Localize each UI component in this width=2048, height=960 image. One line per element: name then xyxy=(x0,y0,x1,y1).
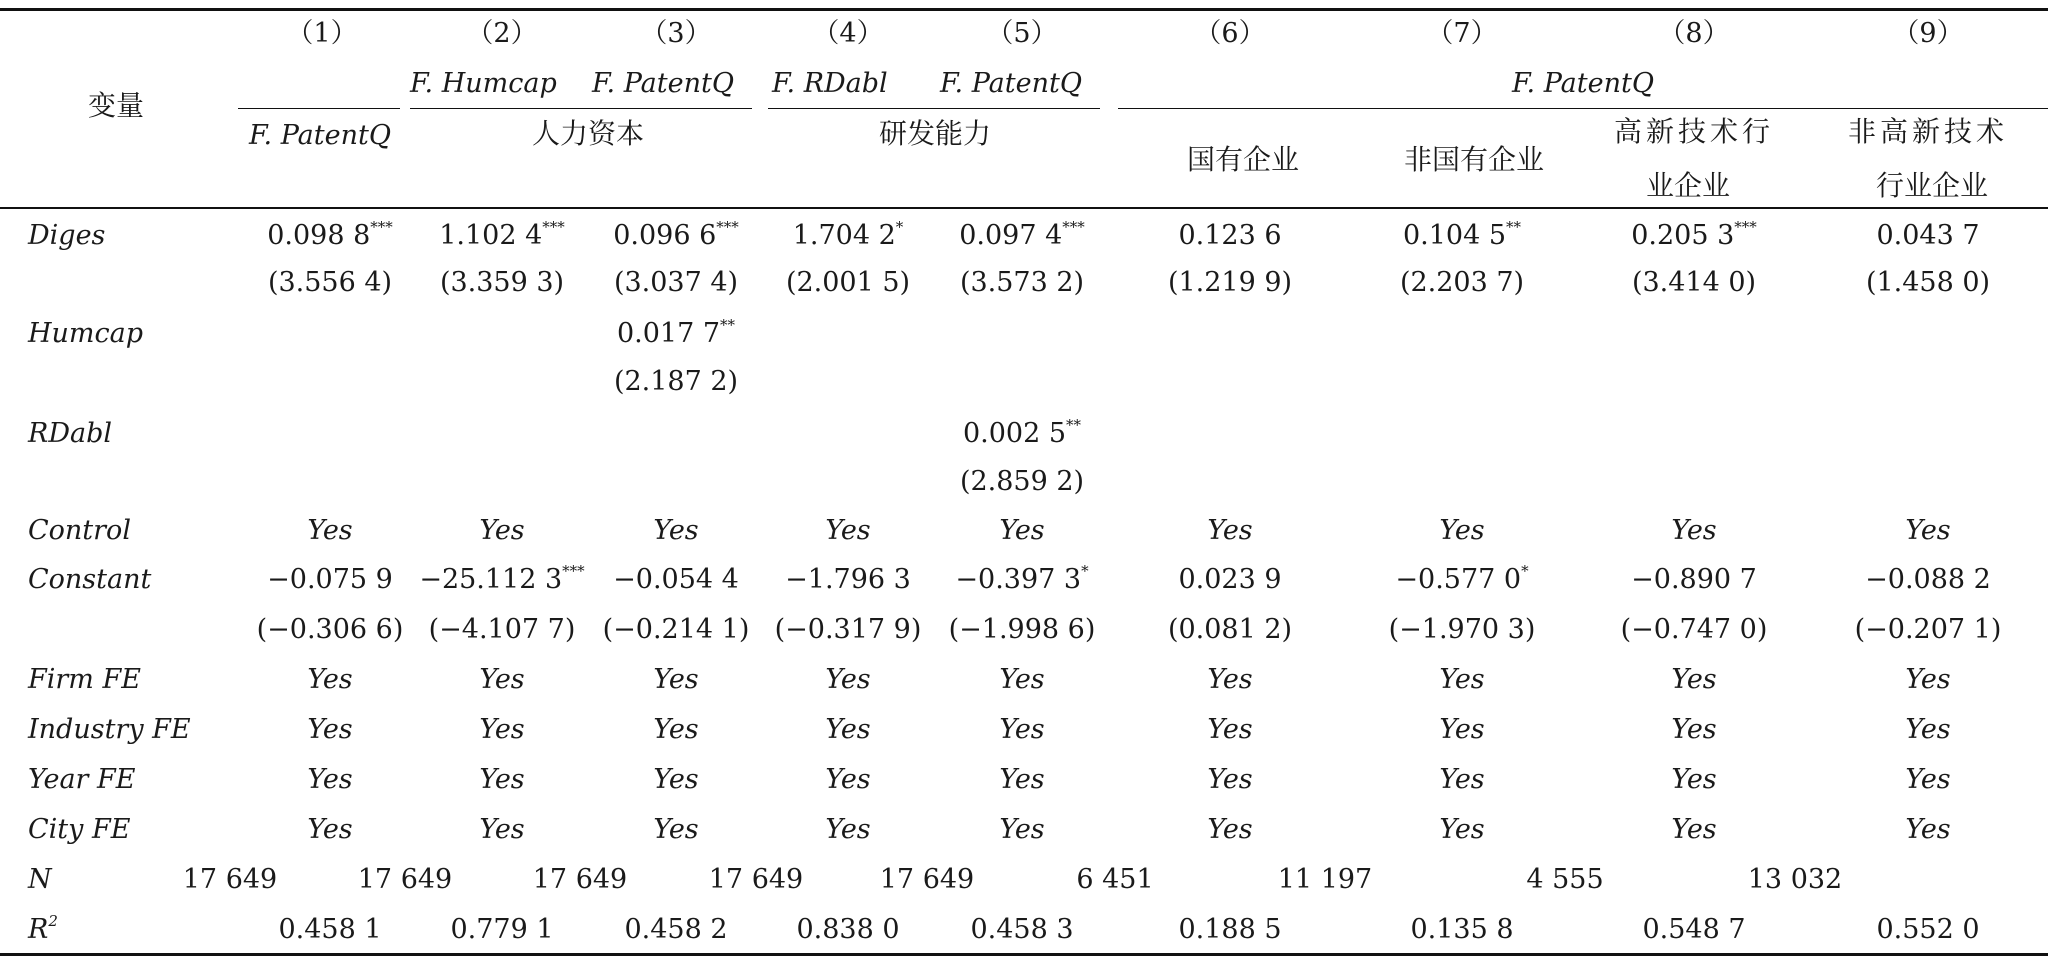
firm-fe-cell-4: Yes xyxy=(825,664,871,695)
diges-tstat-5: (3.573 2) xyxy=(959,267,1085,298)
header-bottom-rule xyxy=(0,207,2048,209)
constant-tstat-6: (0.081 2) xyxy=(1167,614,1293,645)
city-fe-cell-3: Yes xyxy=(653,814,699,845)
row-label-diges: Diges xyxy=(28,220,106,251)
top-rule xyxy=(0,8,2048,11)
column-number-8: （8） xyxy=(1658,18,1730,49)
column-number-9: （9） xyxy=(1892,18,1964,49)
control-cell-2: Yes xyxy=(479,515,525,546)
n-cell-4: 17 649 xyxy=(708,864,804,895)
control-cell-3: Yes xyxy=(653,515,699,546)
dv-underline-1 xyxy=(238,108,400,109)
column-number-1: （1） xyxy=(286,18,358,49)
row-label-industry-fe: Industry FE xyxy=(28,714,191,745)
firm-fe-cell-5: Yes xyxy=(999,664,1045,695)
humcap-coef-3: 0.017 7** xyxy=(616,316,736,349)
diges-coef-3: 0.096 6*** xyxy=(613,218,739,251)
dv-label-6-9: F. PatentQ xyxy=(1512,68,1654,99)
humcap-tstat-3: (2.187 2) xyxy=(613,366,739,397)
year-fe-cell-9: Yes xyxy=(1905,764,1951,795)
diges-tstat-4: (2.001 5) xyxy=(785,267,911,298)
constant-coef-4: −1.796 3 xyxy=(785,564,911,595)
control-cell-6: Yes xyxy=(1207,515,1253,546)
diges-coef-5: 0.097 4*** xyxy=(959,218,1085,251)
diges-coef-2: 1.102 4*** xyxy=(439,218,565,251)
n-cell-2: 17 649 xyxy=(357,864,453,895)
column-number-4: （4） xyxy=(812,18,884,49)
industry-fe-cell-7: Yes xyxy=(1439,714,1485,745)
r2-cell-7: 0.135 8 xyxy=(1410,914,1514,945)
industry-fe-cell-2: Yes xyxy=(479,714,525,745)
industry-fe-cell-1: Yes xyxy=(307,714,353,745)
group-label-soe: 国有企业 xyxy=(1186,143,1300,176)
constant-tstat-7: (−1.970 3) xyxy=(1388,614,1536,645)
column-number-7: （7） xyxy=(1426,18,1498,49)
year-fe-cell-8: Yes xyxy=(1671,764,1717,795)
diges-tstat-2: (3.359 3) xyxy=(439,267,565,298)
city-fe-cell-2: Yes xyxy=(479,814,525,845)
n-cell-9: 13 032 xyxy=(1747,864,1843,895)
dv-label-2: F. Humcap xyxy=(410,68,557,99)
firm-fe-cell-7: Yes xyxy=(1439,664,1485,695)
row-label-rdabl: RDabl xyxy=(28,418,112,449)
r2-cell-1: 0.458 1 xyxy=(278,914,382,945)
constant-coef-3: −0.054 4 xyxy=(613,564,739,595)
constant-tstat-2: (−4.107 7) xyxy=(428,614,576,645)
constant-coef-5: −0.397 3* xyxy=(955,562,1089,595)
n-cell-6: 6 451 xyxy=(1076,864,1154,895)
dv-label-4: F. RDabl xyxy=(772,68,888,99)
column-number-5: （5） xyxy=(986,18,1058,49)
r2-cell-5: 0.458 3 xyxy=(970,914,1074,945)
year-fe-cell-6: Yes xyxy=(1207,764,1253,795)
n-cell-5: 17 649 xyxy=(879,864,975,895)
year-fe-cell-5: Yes xyxy=(999,764,1045,795)
dv-label-1: F. PatentQ xyxy=(249,120,391,151)
rdabl-tstat-5: (2.859 2) xyxy=(959,466,1085,497)
constant-coef-6: 0.023 9 xyxy=(1178,564,1282,595)
constant-tstat-5: (−1.998 6) xyxy=(948,614,1096,645)
city-fe-cell-6: Yes xyxy=(1207,814,1253,845)
row-label-humcap: Humcap xyxy=(28,318,144,349)
diges-coef-4: 1.704 2* xyxy=(792,218,904,251)
firm-fe-cell-2: Yes xyxy=(479,664,525,695)
bottom-rule xyxy=(0,953,2048,956)
city-fe-cell-5: Yes xyxy=(999,814,1045,845)
group-label-human-capital: 人力资本 xyxy=(531,117,645,150)
r2-cell-8: 0.548 7 xyxy=(1642,914,1746,945)
year-fe-cell-1: Yes xyxy=(307,764,353,795)
column-number-6: （6） xyxy=(1194,18,1266,49)
industry-fe-cell-3: Yes xyxy=(653,714,699,745)
row-label-r2: $R^2$ xyxy=(28,912,58,945)
control-cell-9: Yes xyxy=(1905,515,1951,546)
diges-tstat-3: (3.037 4) xyxy=(613,267,739,298)
control-cell-8: Yes xyxy=(1671,515,1717,546)
firm-fe-cell-3: Yes xyxy=(653,664,699,695)
group-label-hightech-line2: 业企业 xyxy=(1646,169,1731,202)
column-number-2: （2） xyxy=(466,18,538,49)
r2-cell-4: 0.838 0 xyxy=(796,914,900,945)
diges-coef-9: 0.043 7 xyxy=(1876,220,1980,251)
dv-label-3: F. PatentQ xyxy=(592,68,734,99)
dv-underline-2-3 xyxy=(410,108,752,109)
city-fe-cell-8: Yes xyxy=(1671,814,1717,845)
firm-fe-cell-6: Yes xyxy=(1207,664,1253,695)
industry-fe-cell-5: Yes xyxy=(999,714,1045,745)
year-fe-cell-7: Yes xyxy=(1439,764,1485,795)
row-label-city-fe: City FE xyxy=(28,814,131,845)
city-fe-cell-9: Yes xyxy=(1905,814,1951,845)
constant-coef-8: −0.890 7 xyxy=(1631,564,1757,595)
n-cell-7: 11 197 xyxy=(1277,864,1373,895)
group-label-nonhightech-line1: 非高新技术 xyxy=(1847,115,2009,148)
r2-cell-9: 0.552 0 xyxy=(1876,914,1980,945)
constant-coef-9: −0.088 2 xyxy=(1865,564,1991,595)
row-label-year-fe: Year FE xyxy=(28,764,136,795)
row-label-n: N xyxy=(28,864,52,895)
control-cell-7: Yes xyxy=(1439,515,1485,546)
year-fe-cell-2: Yes xyxy=(479,764,525,795)
row-label-control: Control xyxy=(28,515,131,546)
group-label-rd-capability: 研发能力 xyxy=(878,117,992,150)
control-cell-5: Yes xyxy=(999,515,1045,546)
year-fe-cell-4: Yes xyxy=(825,764,871,795)
dv-label-5: F. PatentQ xyxy=(940,68,1082,99)
firm-fe-cell-9: Yes xyxy=(1905,664,1951,695)
industry-fe-cell-6: Yes xyxy=(1207,714,1253,745)
n-cell-3: 17 649 xyxy=(532,864,628,895)
diges-coef-8: 0.205 3*** xyxy=(1631,218,1757,251)
diges-tstat-9: (1.458 0) xyxy=(1865,267,1991,298)
n-cell-8: 4 555 xyxy=(1526,864,1604,895)
constant-coef-1: −0.075 9 xyxy=(267,564,393,595)
diges-tstat-1: (3.556 4) xyxy=(267,267,393,298)
r2-cell-6: 0.188 5 xyxy=(1178,914,1282,945)
n-cell-1: 17 649 xyxy=(182,864,278,895)
diges-coef-7: 0.104 5** xyxy=(1402,218,1522,251)
year-fe-cell-3: Yes xyxy=(653,764,699,795)
rdabl-coef-5: 0.002 5** xyxy=(962,416,1082,449)
diges-coef-6: 0.123 6 xyxy=(1178,220,1282,251)
diges-coef-1: 0.098 8*** xyxy=(267,218,393,251)
firm-fe-cell-8: Yes xyxy=(1671,664,1717,695)
constant-tstat-8: (−0.747 0) xyxy=(1620,614,1768,645)
control-cell-4: Yes xyxy=(825,515,871,546)
firm-fe-cell-1: Yes xyxy=(307,664,353,695)
row-label-firm-fe: Firm FE xyxy=(28,664,141,695)
city-fe-cell-7: Yes xyxy=(1439,814,1485,845)
constant-coef-7: −0.577 0* xyxy=(1395,562,1529,595)
r2-cell-2: 0.779 1 xyxy=(450,914,554,945)
constant-tstat-4: (−0.317 9) xyxy=(774,614,922,645)
constant-tstat-3: (−0.214 1) xyxy=(602,614,750,645)
row-label-constant: Constant xyxy=(28,564,152,595)
industry-fe-cell-9: Yes xyxy=(1905,714,1951,745)
column-number-3: （3） xyxy=(640,18,712,49)
group-label-non-soe: 非国有企业 xyxy=(1403,143,1545,176)
constant-tstat-9: (−0.207 1) xyxy=(1854,614,2002,645)
diges-tstat-7: (2.203 7) xyxy=(1399,267,1525,298)
group-label-hightech-line1: 高新技术行 xyxy=(1613,115,1775,148)
group-label-nonhightech-line2: 行业企业 xyxy=(1876,169,1989,202)
diges-tstat-8: (3.414 0) xyxy=(1631,267,1757,298)
constant-tstat-1: (−0.306 6) xyxy=(256,614,404,645)
city-fe-cell-4: Yes xyxy=(825,814,871,845)
r2-cell-3: 0.458 2 xyxy=(624,914,728,945)
city-fe-cell-1: Yes xyxy=(307,814,353,845)
constant-coef-2: −25.112 3*** xyxy=(419,562,585,595)
dv-underline-6-9 xyxy=(1118,108,2048,109)
control-cell-1: Yes xyxy=(307,515,353,546)
dv-underline-4-5 xyxy=(768,108,1100,109)
industry-fe-cell-4: Yes xyxy=(825,714,871,745)
variable-header: 变量 xyxy=(88,89,145,122)
diges-tstat-6: (1.219 9) xyxy=(1167,267,1293,298)
industry-fe-cell-8: Yes xyxy=(1671,714,1717,745)
